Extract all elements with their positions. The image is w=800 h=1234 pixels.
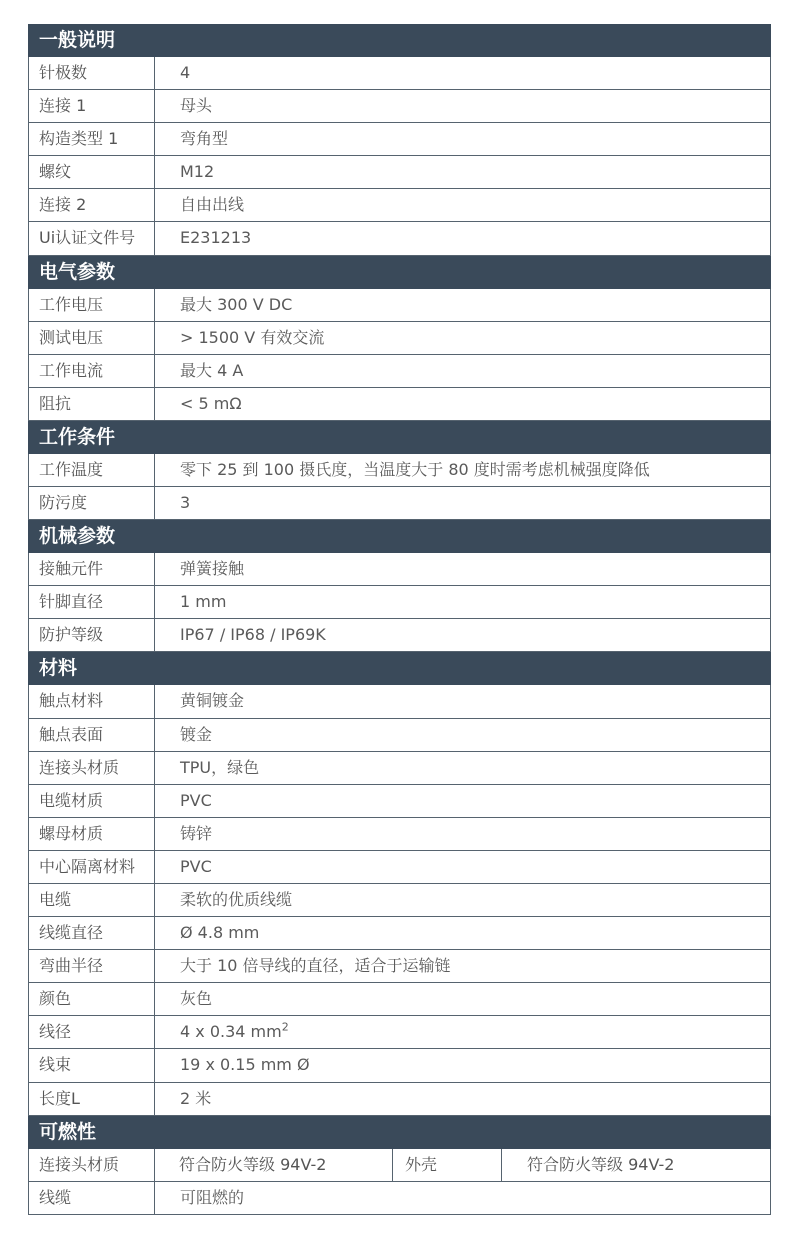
row-value-text: 最大 4 A — [180, 360, 244, 380]
row-value — [155, 90, 770, 122]
row-value-text: 4 — [180, 63, 191, 82]
table-row — [28, 619, 771, 652]
row-value-text: 柔软的优质线缆 — [180, 889, 293, 909]
section-header: 工作条件 — [28, 421, 771, 454]
row-value-text: 19 x 0.15 mm Ø — [180, 1055, 310, 1075]
row-value-text: 弯角型 — [180, 129, 229, 149]
row-label: 颜色 — [29, 983, 155, 1015]
table-row — [28, 90, 771, 123]
table-row — [28, 1049, 771, 1082]
row-value — [155, 685, 770, 717]
row-label: 电缆材质 — [29, 785, 155, 817]
table-row — [28, 950, 771, 983]
row-value — [155, 1016, 770, 1048]
row-label: 防污度 — [29, 487, 155, 519]
table-row — [28, 1016, 771, 1049]
row-value — [155, 355, 770, 387]
row-value — [155, 289, 770, 321]
row-label: 线缆直径 — [29, 917, 155, 949]
row-value — [155, 57, 770, 89]
row-value — [155, 586, 770, 618]
section-header-flammability: 可燃性 — [28, 1116, 771, 1149]
table-row — [28, 189, 771, 222]
table-row — [28, 1149, 771, 1182]
row-label: 阻抗 — [29, 388, 155, 420]
spec-sections — [28, 24, 771, 1116]
row-value-text: M12 — [180, 162, 215, 182]
row-label: 电缆 — [29, 884, 155, 916]
row-value-text: 大于 10 倍导线的直径，适合于运输链 — [180, 956, 451, 976]
table-row — [28, 553, 771, 586]
row-value-text: 4 x 0.34 mm — [180, 1022, 282, 1042]
row-label: 触点表面 — [29, 719, 155, 751]
row-label: 中心隔离材料 — [29, 851, 155, 883]
row-value — [155, 818, 770, 850]
table-row — [28, 355, 771, 388]
row-value-text: 弹簧接触 — [180, 559, 245, 579]
table-row — [28, 1182, 771, 1215]
row-label: 工作电压 — [29, 289, 155, 321]
row-label: 测试电压 — [29, 322, 155, 354]
row-label: 连接头材质 — [29, 1149, 155, 1181]
row-value-text: 2 米 — [180, 1088, 212, 1108]
row-label: 接触元件 — [29, 553, 155, 585]
row-value — [155, 719, 770, 751]
table-row — [28, 685, 771, 718]
row-value-text: > 1500 V 有效交流 — [180, 327, 325, 347]
row-value — [155, 156, 770, 188]
row-value-text: IP67 / IP68 / IP69K — [180, 625, 326, 645]
row-value-text: 自由出线 — [180, 195, 245, 215]
row-value — [155, 619, 770, 651]
section-header: 材料 — [28, 652, 771, 685]
row-value — [155, 189, 770, 221]
row-label: 线束 — [29, 1049, 155, 1081]
row-value — [155, 388, 770, 420]
table-row — [28, 454, 771, 487]
row-label: 螺母材质 — [29, 818, 155, 850]
superscript: 2 — [281, 1021, 289, 1035]
row-value — [155, 1049, 770, 1081]
row-label: 连接头材质 — [29, 752, 155, 784]
table-row — [28, 57, 771, 90]
row-label: 针极数 — [29, 57, 155, 89]
row-value-text: PVC — [180, 790, 212, 810]
row-value — [155, 983, 770, 1015]
row-value — [155, 222, 770, 254]
table-row — [28, 851, 771, 884]
row-label: 线缆 — [29, 1182, 155, 1214]
row-value-text: 3 — [180, 493, 191, 513]
section-header: 电气参数 — [28, 256, 771, 289]
row-value: 符合防火等级 94V-2 — [527, 1154, 675, 1174]
table-row — [28, 917, 771, 950]
section-header: 一般说明 — [28, 24, 771, 57]
row-label: 螺纹 — [29, 156, 155, 188]
row-value — [155, 884, 770, 916]
row-label: 工作温度 — [29, 454, 155, 486]
table-row — [28, 222, 771, 255]
table-row — [28, 752, 771, 785]
table-row — [28, 388, 771, 421]
row-label: 连接 2 — [29, 189, 155, 221]
row-value: 符合防火等级 94V-2 — [155, 1149, 393, 1181]
row-value — [155, 454, 770, 486]
row-label: 线径 — [29, 1016, 155, 1048]
table-row — [28, 785, 771, 818]
row-value-text: 零下 25 到 100 摄氏度，当温度大于 80 度时需考虑机械强度降低 — [180, 459, 650, 479]
row-label: 长度L — [29, 1083, 155, 1115]
table-row — [28, 156, 771, 189]
row-value: 可阻燃的 — [180, 1187, 245, 1207]
row-value — [155, 752, 770, 784]
row-label: 防护等级 — [29, 619, 155, 651]
row-value-text: TPU，绿色 — [180, 757, 260, 777]
table-row — [28, 123, 771, 156]
row-value — [155, 553, 770, 585]
table-row — [28, 586, 771, 619]
row-value-text: Ø 4.8 mm — [180, 923, 260, 943]
table-row — [28, 983, 771, 1016]
row-value-text: < 5 mΩ — [180, 393, 242, 413]
spec-table — [28, 24, 771, 1215]
row-value-text: 1 mm — [180, 592, 227, 612]
row-value — [155, 785, 770, 817]
row-value — [155, 322, 770, 354]
table-row — [28, 818, 771, 851]
row-value-text: E231213 — [180, 228, 252, 248]
row-label: 连接 1 — [29, 90, 155, 122]
table-row — [28, 322, 771, 355]
row-label: 外壳 — [393, 1149, 502, 1181]
table-row — [28, 1083, 771, 1116]
row-value — [155, 950, 770, 982]
row-label: 针脚直径 — [29, 586, 155, 618]
table-row — [28, 289, 771, 322]
row-label: 弯曲半径 — [29, 950, 155, 982]
row-value-text: 铸锌 — [180, 823, 213, 843]
table-row — [28, 719, 771, 752]
row-value-text: 最大 300 V DC — [180, 294, 293, 314]
row-label: Ui认证文件号 — [29, 222, 155, 254]
row-value — [155, 851, 770, 883]
row-label: 触点材料 — [29, 685, 155, 717]
row-value-text: 黄铜镀金 — [180, 691, 245, 711]
table-row — [28, 487, 771, 520]
row-value — [155, 123, 770, 155]
row-label: 工作电流 — [29, 355, 155, 387]
row-value-text: PVC — [180, 856, 212, 876]
table-row — [28, 884, 771, 917]
section-header: 机械参数 — [28, 520, 771, 553]
row-value-text: 母头 — [180, 96, 213, 116]
row-value — [155, 1083, 770, 1115]
row-value — [155, 917, 770, 949]
row-value — [155, 487, 770, 519]
row-label: 构造类型 1 — [29, 123, 155, 155]
row-value-text: 镀金 — [180, 724, 213, 744]
row-value-text: 灰色 — [180, 989, 213, 1009]
